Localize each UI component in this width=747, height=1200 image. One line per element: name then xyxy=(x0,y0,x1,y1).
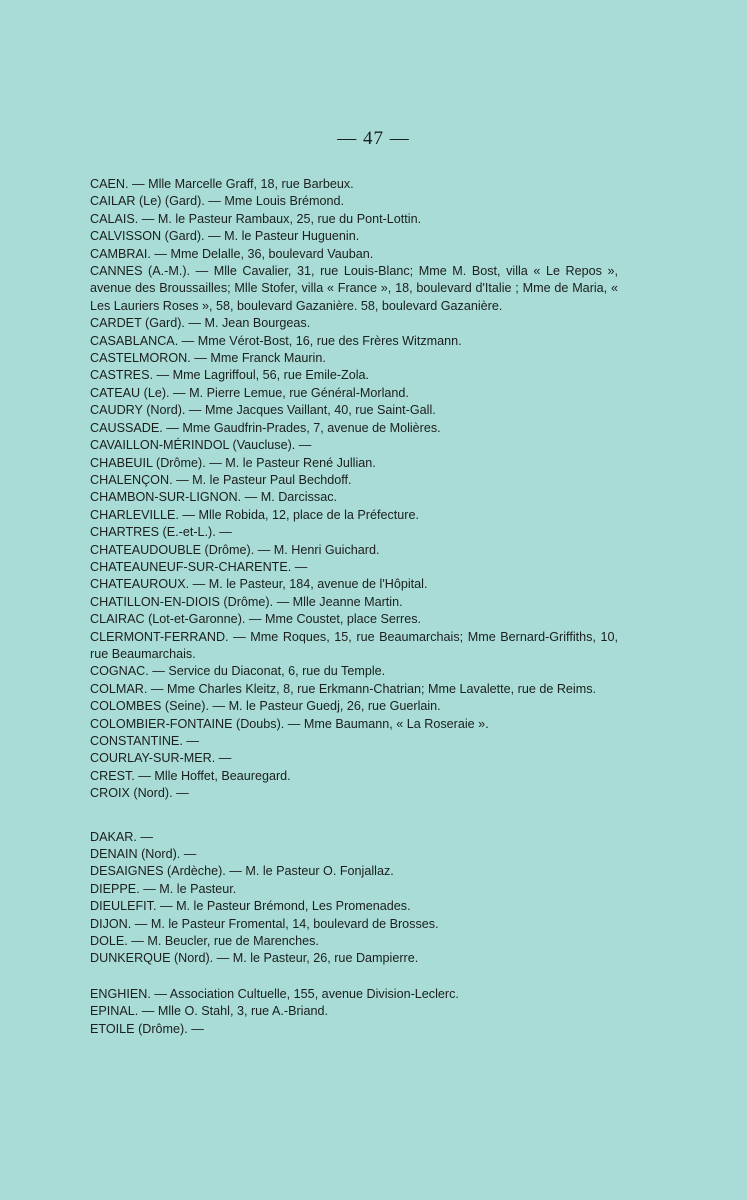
directory-entry: CHATEAUROUX. — M. le Pasteur, 184, avenue de l'Hôpital. xyxy=(90,577,428,592)
directory-entry: CAEN. — Mlle Marcelle Graff, 18, rue Barbeux. xyxy=(90,177,354,191)
directory-entry: CAUDRY (Nord). — Mme Jacques Vaillant, 40, rue Saint-Gall. xyxy=(90,403,436,418)
directory-entry: COURLAY-SUR-MER. — xyxy=(90,751,232,766)
directory-entry: DESAIGNES (Ardèche). — M. le Pasteur O. Fonjallaz. xyxy=(90,864,394,879)
section-d xyxy=(90,829,618,968)
directory-entry: COLOMBIER-FONTAINE (Doubs). — Mme Baumann, « La Roseraie ». xyxy=(90,716,489,731)
directory-entry: DIJON. — M. le Pasteur Fromental, 14, boulevard de Brosses. xyxy=(90,916,439,931)
directory-entry: DIEPPE. — M. le Pasteur. xyxy=(90,881,237,896)
directory-entry: CASABLANCA. — Mme Vérot-Bost, 16, rue des Frères Witzmann. xyxy=(90,333,462,348)
directory-entry: CALVISSON (Gard). — M. le Pasteur Huguenin. xyxy=(90,229,360,244)
page-number: — 47 — xyxy=(337,128,410,149)
section-c xyxy=(90,176,618,803)
directory-entry: CAUSSADE. — Mme Gaudfrin-Prades, 7, avenue de Molières. xyxy=(90,420,441,435)
directory-entry: COGNAC. — Service du Diaconat, 6, rue du Temple. xyxy=(90,664,386,679)
directory-entry: DAKAR. — xyxy=(90,829,153,844)
directory-entry: CANNES (A.-M.). — Mlle Cavalier, 31, rue Louis-Blanc; Mme M. Bost, villa « Le Repos », avenue des Broussailles; Mlle Stofer, villa « France », 18, boulevard d'Italie ; Mme de Maria, « Les Lauriers Roses », 58, boulevard Gazanière. 58, boulevard Gazanière. xyxy=(90,264,618,313)
directory-entry: CHALENÇON. — M. le Pasteur Paul Bechdoff. xyxy=(90,472,352,487)
directory-entry: CAVAILLON-MÉRINDOL (Vaucluse). — xyxy=(90,438,312,453)
directory-entry: CHATEAUDOUBLE (Drôme). — M. Henri Guichard. xyxy=(90,542,380,557)
directory-entry: ENGHIEN. — Association Cultuelle, 155, avenue Division-Leclerc. xyxy=(90,986,459,1001)
directory-entry: DUNKERQUE (Nord). — M. le Pasteur, 26, rue Dampierre. xyxy=(90,951,419,966)
section-e xyxy=(90,986,618,1038)
directory-entry: CHAMBON-SUR-LIGNON. — M. Darcissac. xyxy=(90,490,337,505)
directory-entry: DOLE. — M. Beucler, rue de Marenches. xyxy=(90,934,319,949)
directory-entry: ETOILE (Drôme). — xyxy=(90,1021,204,1036)
directory-entry: COLOMBES (Seine). — M. le Pasteur Guedj, 26, rue Guerlain. xyxy=(90,699,441,714)
section-spacer xyxy=(90,803,618,829)
directory-entry: COLMAR. — Mme Charles Kleitz, 8, rue Erkmann-Chatrian; Mme Lavalette, rue de Reims. xyxy=(90,681,597,696)
directory-entry: CLERMONT-FERRAND. — Mme Roques, 15, rue Beaumarchais; Mme Bernard-Griffiths, 10, rue Beaumarchais. xyxy=(90,629,618,661)
directory-entry: CHARTRES (E.-et-L.). — xyxy=(90,525,232,540)
directory-entry: EPINAL. — Mlle O. Stahl, 3, rue A.-Briand. xyxy=(90,1004,328,1019)
directory-entry: CREST. — Mlle Hoffet, Beauregard. xyxy=(90,768,291,783)
directory-entry: CHATILLON-EN-DIOIS (Drôme). — Mlle Jeanne Martin. xyxy=(90,594,403,609)
directory-entry: CATEAU (Le). — M. Pierre Lemue, rue Général-Morland. xyxy=(90,385,409,400)
directory-entry: DENAIN (Nord). — xyxy=(90,847,197,862)
directory-entry: CASTRES. — Mme Lagriffoul, 56, rue Emile-Zola. xyxy=(90,368,370,383)
directory-entry: CLAIRAC (Lot-et-Garonne). — Mme Coustet, place Serres. xyxy=(90,612,422,627)
directory-entry: DIEULEFIT. — M. le Pasteur Brémond, Les Promenades. xyxy=(90,899,411,914)
directory-entry: CHABEUIL (Drôme). — M. le Pasteur René Jullian. xyxy=(90,455,376,470)
directory-entry: CAILAR (Le) (Gard). — Mme Louis Brémond. xyxy=(90,194,345,209)
directory-entry: CAMBRAI. — Mme Delalle, 36, boulevard Vauban. xyxy=(90,246,374,261)
directory-listing xyxy=(90,176,618,1038)
directory-entry: CALAIS. — M. le Pasteur Rambaux, 25, rue du Pont-Lottin. xyxy=(90,211,422,226)
directory-entry: CHARLEVILLE. — Mlle Robida, 12, place de la Préfecture. xyxy=(90,507,419,522)
directory-entry: CHATEAUNEUF-SUR-CHARENTE. — xyxy=(90,559,308,574)
section-spacer xyxy=(90,968,618,986)
directory-entry: CONSTANTINE. — xyxy=(90,734,199,748)
directory-entry: CROIX (Nord). — xyxy=(90,786,189,801)
directory-entry: CASTELMORON. — Mme Franck Maurin. xyxy=(90,351,326,366)
directory-entry: CARDET (Gard). — M. Jean Bourgeas. xyxy=(90,316,311,331)
